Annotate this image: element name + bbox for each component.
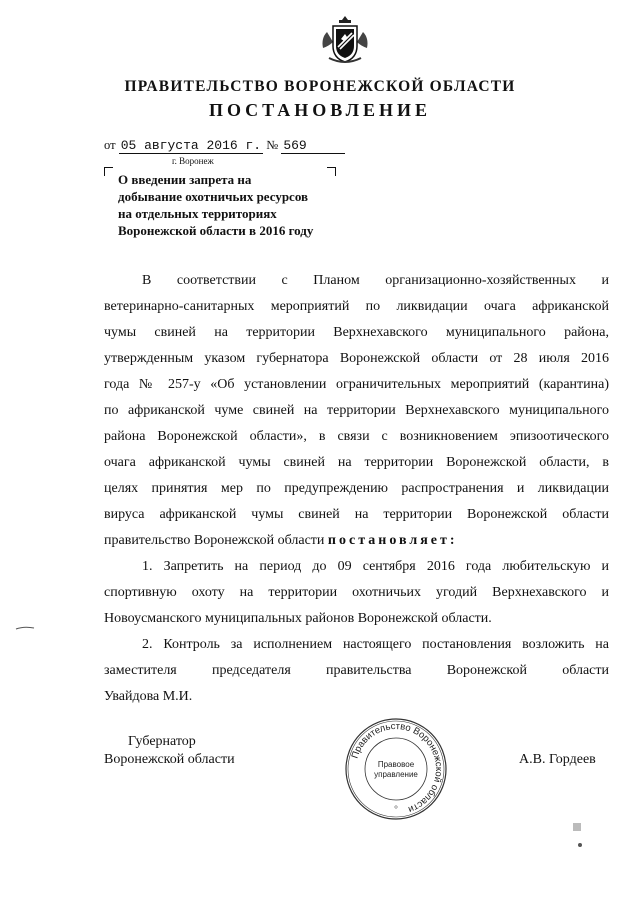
margin-mark [15, 625, 35, 631]
subject-bracket-left [104, 167, 113, 176]
decree-word: постановляет: [327, 533, 458, 548]
document-number: 569 [281, 139, 345, 154]
subject-line: О введении запрета на [118, 172, 252, 187]
body-line: 1. Запретить на период до 09 сентября 2016 года любительскую и [142, 559, 609, 574]
stamp-center-line1: Правовое [377, 760, 415, 769]
body-line: очага африканской чумы свиней на территории Воронежской области, в [104, 455, 609, 470]
document-subject [118, 171, 358, 239]
body-line: заместителя председателя правительства Воронежской области [104, 663, 609, 678]
body-line: вируса африканской чумы свиней на территории Воронежской области [104, 507, 609, 522]
body-line: В соответствии с Планом организационно-хозяйственных и [142, 273, 609, 288]
date-prefix: от [104, 138, 116, 152]
document-type-title: ПОСТАНОВЛЕНИЕ [208, 100, 432, 120]
body-line: года № 257-у «Об установлении ограничительных мероприятий (карантина) [104, 377, 609, 392]
body-line: ветеринарно-санитарных мероприятий по ликвидации очага африканской [104, 299, 609, 314]
body-line [104, 532, 609, 550]
stamp-center-line2: управление [374, 770, 418, 779]
body-line: Увайдова М.И. [104, 689, 193, 704]
stamp-ring-text: Правительство Воронежской области [349, 720, 445, 815]
subject-line: добывание охотничьих ресурсов [118, 189, 309, 204]
subject-line: на отдельных территориях [118, 206, 277, 221]
body-line: целях принятия мер по предупреждению распространения и ликвидации [104, 481, 609, 496]
signatory-name: А.В. Гордеев [519, 752, 596, 767]
document-date: 05 августа 2016 г. [120, 138, 262, 153]
page-mark [577, 842, 583, 848]
body-line: района Воронежской области», в связи с возникновением эпизоотического [104, 429, 609, 444]
signatory-region: Воронежской области [104, 752, 235, 767]
subject-line: Воронежской области в 2016 году [118, 223, 314, 238]
body-line: 2. Контроль за исполнением настоящего постановления возложить на [142, 637, 609, 652]
government-name: ПРАВИТЕЛЬСТВО ВОРОНЕЖСКОЙ ОБЛАСТИ [124, 78, 516, 95]
body-line: по африканской чуме свиней на территории Верхнехавского муниципального [104, 403, 609, 418]
official-stamp [344, 717, 448, 821]
date-number-line [104, 138, 345, 154]
coat-of-arms-emblem [319, 14, 371, 68]
city-label: г. Воронеж [172, 156, 214, 166]
body-line: Новоусманского муниципальных районов Воронежской области. [104, 611, 492, 626]
scan-mark [573, 823, 581, 831]
body-line: чумы свиней на территории Верхнехавского муниципального района, [104, 325, 609, 340]
signatory-title: Губернатор [128, 734, 196, 749]
number-prefix: № [266, 138, 279, 152]
decree-subject: правительство Воронежской области [104, 533, 325, 548]
body-line: спортивную охоту на территории охотничьих угодий Верхнехавского и [104, 585, 609, 600]
body-line: утвержденным указом губернатора Воронежской области от 28 июля 2016 [104, 351, 609, 366]
